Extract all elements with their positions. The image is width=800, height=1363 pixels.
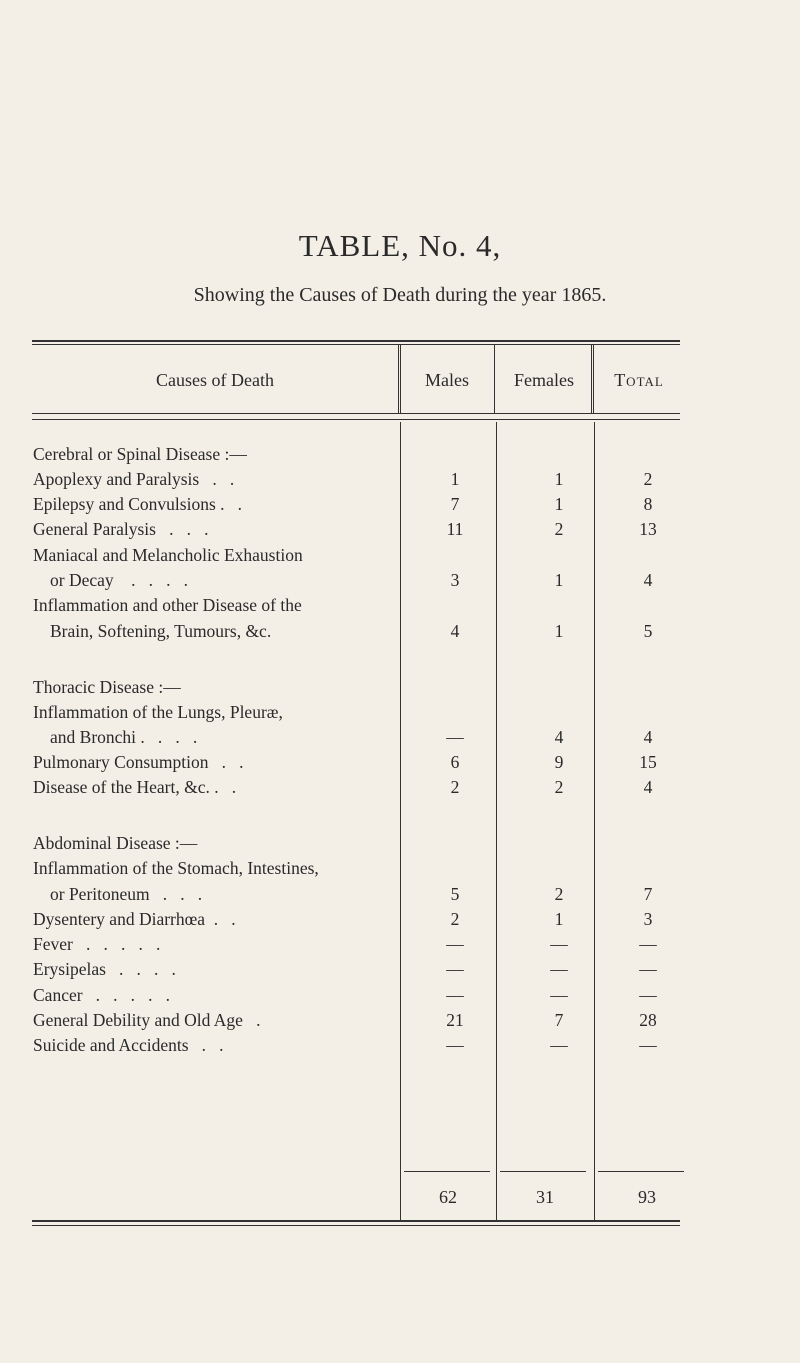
total-value: 28: [639, 1010, 657, 1030]
header-females: Females: [514, 370, 574, 390]
cause-label: Disease of the Heart, &c. . .: [33, 777, 237, 797]
table-row: [0, 519, 800, 543]
females-value: 4: [554, 727, 564, 747]
females-value: 1: [554, 469, 564, 489]
table-row: [0, 677, 800, 701]
table-row: [0, 494, 800, 518]
males-value: 21: [446, 1010, 464, 1030]
males-value: —: [446, 959, 464, 979]
females-value: —: [550, 934, 568, 954]
top-rule: [32, 340, 680, 342]
cause-label: Maniacal and Melancholic Exhaustion: [33, 545, 303, 565]
table-row: [0, 570, 800, 594]
cause-label: Dysentery and Diarrhœa . .: [33, 909, 236, 929]
table-row: [0, 545, 800, 569]
females-value: 2: [554, 519, 564, 539]
cause-label: Cancer . . . . .: [33, 985, 171, 1005]
males-value: 2: [450, 777, 460, 797]
females-value: —: [550, 985, 568, 1005]
bottom-rule-inner: [32, 1225, 680, 1226]
total-value: 4: [643, 570, 653, 590]
table-row: [0, 469, 800, 493]
females-value: 7: [554, 1010, 564, 1030]
table-row: [0, 909, 800, 933]
table-row: [0, 833, 800, 857]
col-divider-2: [494, 344, 495, 414]
total-value: 2: [643, 469, 653, 489]
females-value: 1: [554, 621, 564, 641]
females-value: —: [550, 1035, 568, 1055]
header-males: Males: [425, 370, 469, 390]
total-value: —: [639, 985, 657, 1005]
table-row: [0, 621, 800, 645]
header-total: Total: [614, 370, 664, 390]
total-females: 31: [536, 1187, 554, 1207]
header-bottom-rule: [32, 413, 680, 414]
table-row: [0, 444, 800, 468]
cause-label: Apoplexy and Paralysis . .: [33, 469, 235, 489]
males-value: 7: [450, 494, 460, 514]
table-row: [0, 858, 800, 882]
cause-label: Inflammation and other Disease of the: [33, 595, 302, 615]
total-rule-males: [404, 1171, 490, 1172]
males-value: —: [446, 1035, 464, 1055]
total-value: 15: [639, 752, 657, 772]
cause-label: or Decay . . . .: [50, 570, 189, 590]
females-value: 1: [554, 570, 564, 590]
table-row: [0, 934, 800, 958]
table-row: [0, 702, 800, 726]
cause-label: Suicide and Accidents . .: [33, 1035, 224, 1055]
cause-label: Pulmonary Consumption . .: [33, 752, 244, 772]
males-value: 11: [446, 519, 464, 539]
females-value: 1: [554, 494, 564, 514]
total-value: 4: [643, 727, 653, 747]
total-value: 13: [639, 519, 657, 539]
females-value: 9: [554, 752, 564, 772]
cause-label: General Paralysis . . .: [33, 519, 209, 539]
total-rule-females: [500, 1171, 586, 1172]
cause-label: or Peritoneum . . .: [50, 884, 203, 904]
table-row: [0, 727, 800, 751]
table-subtitle: Showing the Causes of Death during the year 1865.: [193, 284, 607, 306]
header-causes: Causes of Death: [156, 370, 274, 390]
total-value: —: [639, 934, 657, 954]
cause-label: Inflammation of the Stomach, Intestines,: [33, 858, 319, 878]
males-value: 3: [450, 570, 460, 590]
cause-label: General Debility and Old Age .: [33, 1010, 261, 1030]
cause-label: Abdominal Disease :—: [33, 833, 198, 853]
males-value: 6: [450, 752, 460, 772]
females-value: —: [550, 959, 568, 979]
total-value: 5: [643, 621, 653, 641]
cause-label: Brain, Softening, Tumours, &c.: [50, 621, 272, 641]
table-row: [0, 884, 800, 908]
table-title: TABLE, No. 4,: [298, 228, 502, 263]
bottom-rule: [32, 1220, 680, 1222]
total-value: 8: [643, 494, 653, 514]
top-rule-inner: [32, 344, 680, 345]
table-row: [0, 777, 800, 801]
females-value: 1: [554, 909, 564, 929]
table-row: [0, 1035, 800, 1059]
total-value: 7: [643, 884, 653, 904]
table-row: [0, 985, 800, 1009]
cause-label: Fever . . . . .: [33, 934, 161, 954]
cause-label: Thoracic Disease :—: [33, 677, 181, 697]
males-value: —: [446, 727, 464, 747]
males-value: 1: [450, 469, 460, 489]
females-value: 2: [554, 777, 564, 797]
total-value: —: [639, 1035, 657, 1055]
males-value: 4: [450, 621, 460, 641]
males-value: 2: [450, 909, 460, 929]
total-value: 3: [643, 909, 653, 929]
header-bottom-rule-inner: [32, 419, 680, 420]
males-value: —: [446, 985, 464, 1005]
males-value: —: [446, 934, 464, 954]
females-value: 2: [554, 884, 564, 904]
total-rule-total: [598, 1171, 684, 1172]
table-row: [0, 959, 800, 983]
table-row: [0, 752, 800, 776]
cause-label: Cerebral or Spinal Disease :—: [33, 444, 247, 464]
males-value: 5: [450, 884, 460, 904]
total-males: 62: [439, 1187, 457, 1207]
cause-label: Inflammation of the Lungs, Pleuræ,: [33, 702, 283, 722]
total-value: —: [639, 959, 657, 979]
cause-label: Epilepsy and Convulsions . .: [33, 494, 243, 514]
table-row: [0, 595, 800, 619]
total-value: 4: [643, 777, 653, 797]
total-all: 93: [638, 1187, 656, 1207]
cause-label: and Bronchi . . . .: [50, 727, 198, 747]
table-row: [0, 1010, 800, 1034]
cause-label: Erysipelas . . . .: [33, 959, 176, 979]
